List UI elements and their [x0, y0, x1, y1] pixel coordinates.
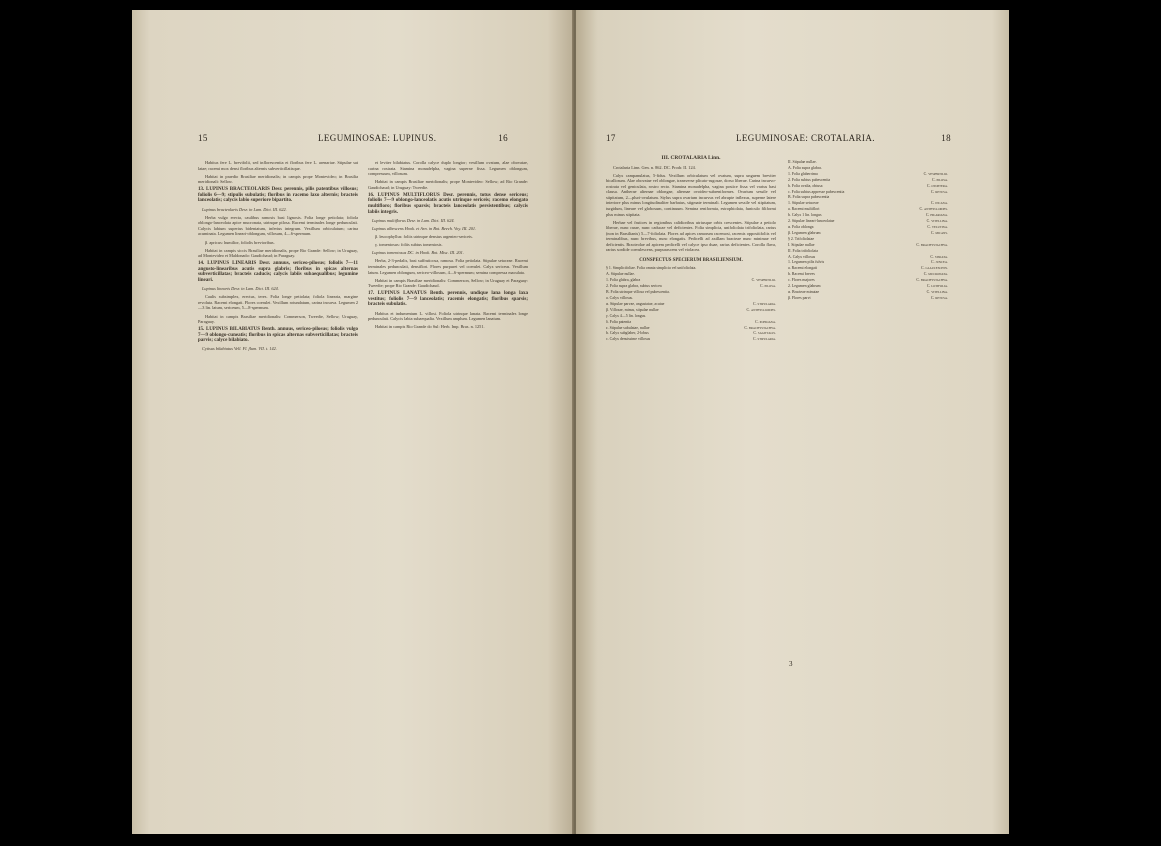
key-label: 1. Folia glabra, glabra — [606, 278, 641, 283]
paragraph: Lupinus bracteolaris Desr. in Lam. Dict. III. 622. — [202, 206, 287, 212]
key-species: C. retusa. — [930, 295, 948, 300]
key-label: II. Stipulae nullae. — [788, 160, 817, 164]
key-label: § 2. Trifoliolatae — [788, 236, 815, 241]
paragraph: 13. LUPINUS BRACTEOLARIS Desr. perennis, pilis patentibus villosus; foliolis 6—9; stipulis subulatis; floribus in racemo laxo alternis; bracteis lanceolatis; calycis labio superiore bipartito. — [198, 187, 358, 204]
paragraph: Lupinus multiflorus Desr. in Lam. Dict. III. 624. — [372, 217, 455, 223]
running-title: LEGUMINOSAE: LUPINUS. — [318, 133, 437, 143]
paragraph: γ. tomentosus: foliis subtus tomentosis. — [375, 242, 443, 248]
page-number: 16 — [498, 133, 508, 143]
paragraph: et leviter bilabiatus. Corolla calyce duplo longior; vexillum ovatum, alae obovatae, carina rostrata. Stamina monadelpha, vagina superne fissa. Legumen oblongum, compressum, villosum. — [368, 160, 528, 177]
key-species: C. stipularia. — [752, 301, 776, 306]
key-label: 1. Folia glaberrima — [788, 171, 818, 176]
key-species: C. juncea. — [930, 260, 948, 265]
key-species: C. vitellina. — [926, 289, 948, 294]
paragraph: Herbae vel frutices in regionibus calidioribus utriusque orbis crescentes. Stipulae a petiolo liberae, nunc rarae, nunc caducae vel deficientes. Folia simplicia, unifoliolata trifoliolata, rarius (non in Brasilianis) 5—7-foliolata. Flores ad apices ramorum racemosi, racemis oppositifoliis vel terminalibus, nunc brevibus, nunc elongatis. Pedicelli ad axillam bracteae nunc minimae vel deficientis. Bracteolae ad apicem pedicelli vel calyce ipso duae, rarius deficientes. Corolla flava, rarius sordide coerulescens, purpurascens vel violacea. — [606, 219, 776, 253]
key-species: C. otoptera. — [926, 183, 948, 188]
key-species: C. hilariana. — [925, 213, 948, 218]
paragraph: Herba vulgo erecta, caulibus ramosis basi lignosis. Folia longe petiolata; foliola oblongo-lanceolata apice mucronata, utrinque pilosa. Racemi terminales longe pedunculati. Calycis labium superius bidentatum, inferius integrum. Vexillum orbiculatum; carina acuminata. Legumen lineari-oblongum, villosum, 4—6-spermum. — [198, 214, 358, 237]
paragraph: β. leucophyllus: foliis utrinque densius argenteo-sericeis. — [375, 233, 473, 239]
key-label: a. Racemi elongati — [788, 266, 818, 271]
key-label: A. Stipulae nullae. — [606, 272, 635, 277]
key-label: A. Calyx villosus — [788, 254, 816, 259]
key-species: C. micans. — [930, 230, 948, 235]
paragraph: Lupinus tomentosus DC. in Hook. Bot. Misc. III. 201. — [372, 250, 464, 256]
key-label: b. Calyx subglaber, 2-lobus — [606, 331, 649, 336]
paragraph: Crotalaria Linn. Gen. n. 862. DC. Prodr. II. 124. — [613, 164, 696, 170]
text-column — [606, 154, 776, 343]
key-label: b. Racemi breves — [788, 272, 815, 277]
key-label: a. Calyx villosus. — [606, 296, 634, 301]
key-species: C. mucronata. — [923, 272, 948, 277]
key-label: II. Folia trifoliolata — [788, 248, 818, 253]
key-species: C. striata. — [930, 254, 948, 259]
paragraph: 17. LUPINUS LANATUS Benth. perennis, undique lana longa laxa vestitus; foliolis 7—9 lanceolatis; racemis elongatis; floribus sparsis; bracteis subulatis. — [368, 291, 528, 308]
key-label: β. Flores parvi — [788, 295, 811, 300]
key-label: ε. Stipulae subulatae, nullae — [606, 325, 650, 330]
section-heading: III. CROTALARIA Linn. — [661, 155, 721, 161]
key-label: 2. Stipulae lineari-lanceolatae — [788, 219, 835, 224]
text-column — [368, 160, 528, 332]
key-species: C. anthylloides. — [919, 207, 948, 212]
key-species: C. vespertilio. — [923, 171, 948, 176]
paragraph: Habitat in campis Brasiliae meridionalis: Commerson, Sellow; in Uruguay et Paraguay: Tweedie; prope Rio Grande: Gaudichaud. — [368, 277, 528, 289]
key-label: α. Bracteae minutae — [788, 289, 820, 294]
key-label: 1. Stipulae setaceae — [788, 201, 819, 206]
key-species: C. retusa. — [930, 189, 948, 194]
key-label: A. Folia supra glabra. — [788, 165, 822, 170]
paragraph: Caulis subsimplex, erectus, teres. Folia longe petiolata; foliola linearia, margine revoluta. Racemi elongati. Flores coerulei. Vexillum rotundatum, carina incurva. Legumen 2—3 lin. latum, sericeum, 5—8-spermum. — [198, 294, 358, 311]
key-species: C. brachystachya. — [916, 242, 948, 247]
left-page-header — [198, 133, 508, 147]
key-species: C. lotifolia. — [926, 284, 948, 289]
key-species: C. vespertilio. — [751, 278, 776, 283]
key-label: α. Stipulae parvae, angustatae, acutae — [606, 301, 665, 306]
paragraph: Herba, 2-3-pedalis, basi suffruticosa, ramosa. Folia petiolata. Stipulae setaceae. Racemi terminales pedunculati, densiflori. Flores purpurei vel coerulei. Calyx sericeus. Vexillum latum. Legumen oblongum, sericeo-villosum, 4—6-spermum; semina compressa maculata. — [368, 258, 528, 275]
key-label: δ. Folia patentia — [606, 319, 632, 324]
key-row — [606, 337, 776, 343]
key-label: a. Racemi multiflori — [788, 207, 820, 212]
paragraph: Habitat in campis siccis Brasiliae meridionalis, prope Rio Grande: Sellow; in Uruguay, ad Montevideo et Maldonado: Gaudichaud; in Paraguay. — [198, 247, 358, 259]
key-species: C. brachystachya. — [916, 278, 948, 283]
key-label: § 1. Simplicifoliae. Folia omnia simplicia vel unifoliolata. — [606, 266, 697, 271]
paragraph: Lupinus albescens Hook. et Arn. in Bot. Beech. Voy. III. 201. — [372, 225, 477, 231]
paragraph: Habitus fere L. brevifolii, sed inflorescentia et floribus fere L. arenariae. Stipulae sat latae; racemi mox densi floribus alternis subverticillatisque. — [198, 160, 358, 171]
paragraph: Habitat in praedio Brasiliae meridionalis; in campis prope Montevideo; in Brasilia meridionali: Sellow. — [198, 173, 358, 185]
key-species: C. pohliana. — [755, 319, 776, 324]
paragraph: 15. LUPINUS BILABIATUS Benth. annuus, sericeo-pilosus; foliolis vulgo 7—9 oblongo-cuneatis; floribus in spicas alternas subverticillatas; bracteis parvis; calyce bilabiato. — [198, 327, 358, 344]
key-label: b. Calyx 1 lin. longus — [788, 213, 822, 218]
key-label: 1. Legumen pilis fulvis — [788, 260, 825, 265]
key-species: C. anthyllioides. — [746, 307, 776, 312]
page-number: 18 — [941, 133, 951, 143]
page-number: 15 — [198, 133, 208, 143]
paragraph: 16. LUPINUS MULTIFLORUS Desr. perennis, totus dense sericeus; foliolis 7—9 oblongo-lanceolatis acutis utrinque sericeis; racemo elongato multifloro; floribus sparsis; bracteis lanceolatis persistentibus; calycis labiis integris. — [368, 192, 528, 215]
conspectus-heading: CONSPECTUS SPECIERUM BRASILIENSIUM. — [639, 257, 743, 263]
species-key — [788, 160, 948, 302]
right-page-header — [606, 133, 951, 147]
left-page — [132, 10, 574, 834]
paragraph: Habitat in campis Rio Grande do Sul: Herb. Imp. Bras. n. 1251. — [375, 324, 485, 330]
key-species: C. velutina. — [927, 224, 948, 229]
key-label: I. Stipulae nullae — [788, 242, 815, 247]
paragraph: Habitat in campis Brasiliae meridionalis; prope Montevideo: Sellow; ad Rio Grande: Gaudichaud; in Uruguay: Tweedie. — [368, 179, 528, 190]
key-species: C. incana. — [930, 201, 948, 206]
open-book — [132, 10, 1009, 834]
key-label: c. Folia subtus appresse pubescentia — [788, 189, 845, 194]
key-label: B. Folia utrinque villosa vel pubescentia. — [606, 290, 670, 295]
running-title: LEGUMINOSAE: CROTALARIA. — [736, 133, 875, 143]
key-label: 2. Legumen glabrum — [788, 284, 821, 289]
key-label: γ. Calyx 4—5 lin. longus. — [606, 313, 647, 318]
key-label: B. Folia supra pubescentia — [788, 195, 830, 200]
key-label: c. Calyx densissime villosus — [606, 337, 651, 342]
paragraph: 14. LUPINUS LINEARIS Desr. annuus, sericeo-pilosus; foliolis 7—11 angusto-linearibus acutis supra glabris; floribus in spicas alternas subverticillatas; bracteis caducis; calycis labiis subaequalibus; legumine lineari. — [198, 261, 358, 283]
paragraph: Cytisus bilabiatus Vell. Fl. flum. VII. t. 142. — [202, 346, 277, 352]
paragraph: Calyx campanulatus, 5-fidus. Vexillum orbiculatum vel ovatum, supra unguem breviter bicallosum. Alae obovatae vel oblongae, transverse plicato-rugosae, dorso liberae. Carina incurvo-rostrata vel geniculata, rostro recto. Stamina monadelpha, vagina postice fissa vel varius basi clausa. Antherae alternae oblongae, alternae ovoideo-subreniformes. Ovarium sessile vel stipitatum, 2—pluri-ovulatum. Stylus supra ovarium incurvus vel abrupte inflexus, superne latere interiore plus minus longitudinaliter barbatus, stigmate terminali. Legumen sessile vel stipitatum, turgidum, lineare vel globosum, continuum. Semina reniformia, estrophiolata, funiculo filiformi plus minus stipitata. — [606, 172, 776, 217]
key-species: C. glaucescens. — [920, 266, 948, 271]
right-page — [576, 10, 1009, 834]
key-species: C. pilosa. — [759, 284, 776, 289]
text-column — [198, 160, 358, 355]
paragraph: Habitus et indumentum L. villosi. Foliola utrinque lanata. Racemi terminales longe pedunculati. Calycis labia subaequalia. Vexillum amplum. Legumen lanatum. — [368, 310, 528, 322]
paragraph: β. apricus: humilior, foliolis brevioribus. — [205, 239, 275, 245]
key-species: C. brachystachya. — [744, 325, 776, 330]
key-label: β. Legumen glabrum — [788, 230, 821, 235]
paragraph: Habitat in campis Brasiliae meridionalis: Commerson, Tweedie, Sellow; Uruguay, Paraguay. — [198, 313, 358, 325]
paragraph: Lupinus linearis Desr. in Lam. Dict. III. 624. — [202, 286, 279, 292]
key-label: 2. Folia supra glabra, subtus sericea — [606, 284, 662, 289]
key-species: C. vitellina. — [926, 219, 948, 224]
page-number: 17 — [606, 133, 616, 143]
species-key — [606, 266, 776, 343]
key-label: c. Flores majores — [788, 278, 815, 283]
key-row — [788, 296, 948, 302]
key-species: C. sagittalis. — [753, 331, 776, 336]
key-label: β. Villosae, minus, stipulae nullae — [606, 307, 659, 312]
key-species: C. stipularia. — [752, 337, 776, 342]
key-label: b. Folia ovalia, obtusa — [788, 183, 823, 188]
key-label: α. Folia oblonga — [788, 224, 814, 229]
signature-mark: 3 — [789, 660, 793, 668]
key-label: 2. Folia subtus pubescentia — [788, 177, 831, 182]
key-species: C. pilosa. — [931, 177, 948, 182]
